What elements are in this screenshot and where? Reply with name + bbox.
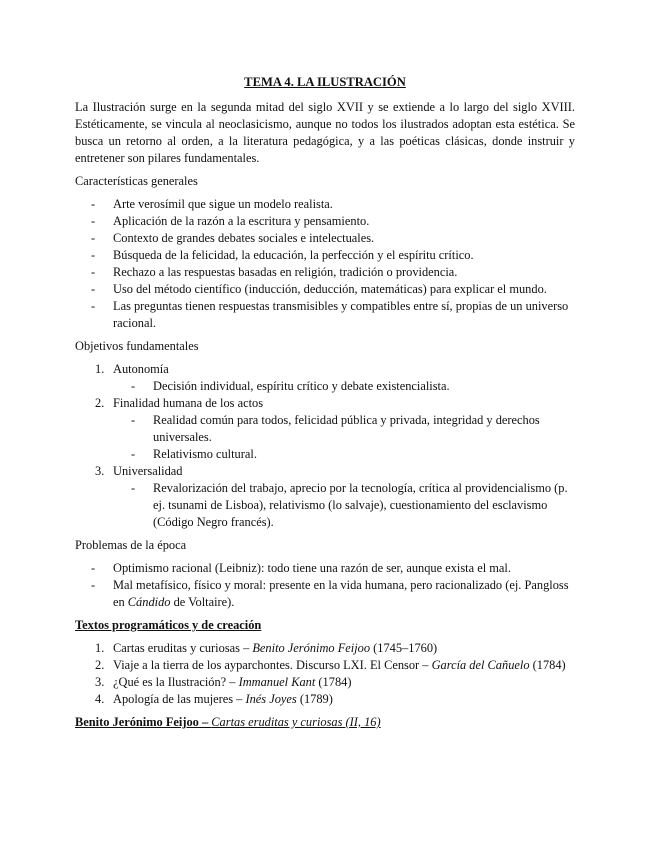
problems-list: [75, 560, 575, 611]
list-item: [75, 577, 575, 611]
list-item: - Contexto de grandes debates sociales e intelectuales.: [75, 230, 575, 247]
list-item: - Optimismo racional (Leibniz): todo tiene una razón de ser, aunque exista el mal.: [75, 560, 575, 577]
section-heading-feijoo: [75, 714, 575, 731]
text-date: (1745–1760): [370, 641, 438, 655]
list-item: - Rechazo a las respuestas basadas en religión, tradición o providencia.: [75, 264, 575, 281]
section-separator: –: [198, 715, 212, 729]
objective-item: [75, 463, 575, 531]
text-title: Cartas eruditas y curiosas –: [113, 641, 253, 655]
item-number: 3.: [95, 464, 105, 478]
item-number: 2.: [95, 658, 105, 672]
section-work: Cartas eruditas y curiosas (II, 16): [211, 715, 381, 729]
sublist-item: - Revalorización del trabajo, aprecio por la tecnología, crítica al providencialismo (p. ej. tsunami de Lisboa), relativismo (lo salvaje), cuestionamiento del esclavismo (Código Negro francés).: [113, 480, 575, 531]
problems-heading: Problemas de la época: [75, 538, 187, 552]
text-item: [75, 674, 575, 691]
item-number: 4.: [95, 692, 105, 706]
text-title: Viaje a la tierra de los ayparchontes. Discurso LXI. El Censor –: [113, 658, 432, 672]
item-number: 2.: [95, 396, 105, 410]
objective-label: Finalidad humana de los actos: [113, 396, 264, 410]
objective-item: [75, 395, 575, 463]
objectives-heading: Objetivos fundamentales: [75, 339, 199, 353]
text-date: (1789): [296, 692, 333, 706]
text-author: Immanuel Kant: [238, 675, 316, 689]
text-author: García del Cañuelo: [431, 658, 530, 672]
list-item: - Uso del método científico (inducción, deducción, matemáticas) para explicar el mundo.: [75, 281, 575, 298]
texts-list: [75, 640, 575, 708]
text-item: [75, 657, 575, 674]
work-title: Cándido: [127, 595, 171, 609]
list-item: - Aplicación de la razón a la escritura y pensamiento.: [75, 213, 575, 230]
text-item: [75, 640, 575, 657]
sublist-item: - Realidad común para todos, felicidad pública y privada, integridad y derechos universales.: [113, 412, 575, 446]
problem-text: de Voltaire).: [170, 595, 235, 609]
list-item: - Búsqueda de la felicidad, la educación, la perfección y el espíritu crítico.: [75, 247, 575, 264]
objective-sublist: [113, 412, 575, 463]
text-title: ¿Qué es la Ilustración? –: [113, 675, 239, 689]
list-item: - Las preguntas tienen respuestas transmisibles y compatibles entre sí, propias de un universo racional.: [75, 298, 575, 332]
item-number: 3.: [95, 675, 105, 689]
problem-text: Mal metafísico, físico y moral: presente en la vida humana, pero racionalizado (ej. Pangloss en: [113, 578, 569, 609]
sublist-item: - Relativismo cultural.: [113, 446, 575, 463]
page-title: TEMA 4. LA ILUSTRACIÓN: [244, 75, 406, 89]
texts-heading: Textos programáticos y de creación: [75, 618, 262, 632]
text-date: (1784): [529, 658, 566, 672]
text-author: Benito Jerónimo Feijoo: [252, 641, 371, 655]
characteristics-heading: Características generales: [75, 174, 198, 188]
text-item: [75, 691, 575, 708]
objective-label: Universalidad: [113, 464, 183, 478]
text-title: Apología de las mujeres –: [113, 692, 246, 706]
text-date: (1784): [315, 675, 352, 689]
objective-label: Autonomía: [113, 362, 169, 376]
objective-sublist: [113, 480, 575, 531]
section-author: Benito Jerónimo Feijoo: [75, 715, 199, 729]
text-author: Inés Joyes: [245, 692, 297, 706]
objective-sublist: [113, 378, 575, 395]
item-number: 1.: [95, 641, 105, 655]
list-item: - Arte verosímil que sigue un modelo realista.: [75, 196, 575, 213]
objectives-list: [75, 361, 575, 531]
document-body: [75, 74, 575, 731]
characteristics-list: [75, 196, 575, 332]
item-number: 1.: [95, 362, 105, 376]
objective-item: [75, 361, 575, 395]
sublist-item: - Decisión individual, espíritu crítico y debate existencialista.: [113, 378, 575, 395]
intro-paragraph: La Ilustración surge en la segunda mitad del siglo XVII y se extiende a lo largo del siglo XVIII. Estéticamente, se vincula al neoclasicismo, aunque no todos los ilustrados adoptan esta estética. Se busca un retorno al orden, a la literatura pedagógica, y a las poéticas clásicas, donde instruir y entretener son pilares fundamentales.: [75, 100, 575, 165]
